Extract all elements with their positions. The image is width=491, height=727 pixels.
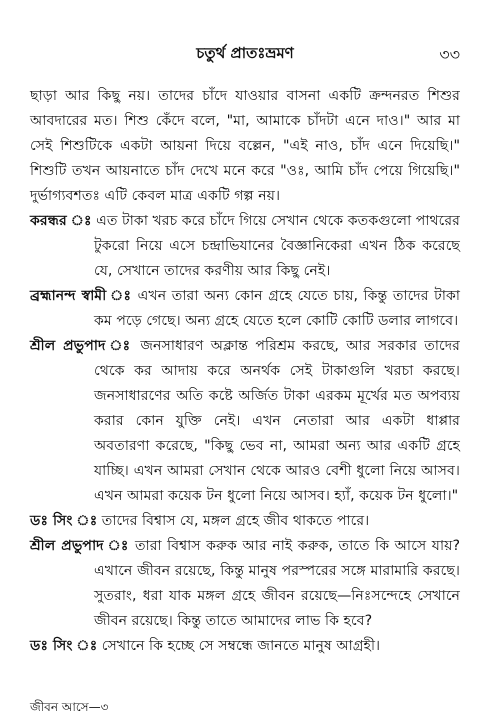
dialogue-text: এত টাকা খরচ করে চাঁদে গিয়ে সেখান থেকে কতকগুলো পাথরের টুকরো নিয়ে এসে চন্দ্রাভিযানের বৈজ্ঞানিকেরা এখন ঠিক করেছে যে, সেখানে তাদের করণীয় আর কিছু নেই। (94, 213, 460, 279)
speaker-name: ব্রহ্মানন্দ স্বামী ঃ (30, 288, 133, 304)
running-title: চতুর্থ প্রাতঃভ্রমণ (196, 44, 294, 62)
speaker-name: ডঃ সিং ঃ (30, 638, 98, 654)
dialogue-text: জনসাধারণ অক্লান্ত পরিশ্রম করছে, আর সরকার তাদের থেকে কর আদায় করে অনর্থক সেই টাকাগুলি খরচা করছে। জনসাধারণের অতি কষ্টে অর্জিত টাকা এরকম মূর্খের মত অপব্যয় করার কোন যুক্তি নেই। এখন নেতারা আর একটা ধাপ্পার অবতারণা করেছে, "কিছু ভেব না, আমরা অন্য আর একটি গ্রহে যাচ্ছি। এখন আমরা সেখান থেকে আরও বেশী ধুলো নিয়ে আসব। এখন আমরা কয়েক টন ধুলো নিয়ে আসব। হ্যাঁ, কয়েক টন ধুলো।" (94, 338, 460, 504)
dialogue-text: এখন তারা অন্য কোন গ্রহে যেতে চায়, কিন্তু তাদের টাকা কম পড়ে গেছে। অন্য গ্রহে যেতে হলে কোটি কোটি ডলার লাগবে। (94, 288, 460, 329)
dialogue-text: সেখানে কি হচ্ছে সে সম্বন্ধে জানতে মানুষ আগ্রহী। (101, 638, 381, 654)
speaker-name: শ্রীল প্রভুপাদ ঃ (30, 538, 130, 554)
dialogue-text: তাদের বিশ্বাস যে, মঙ্গল গ্রহে জীব থাকতে পারে। (101, 513, 370, 529)
paragraph-continuation (30, 84, 460, 209)
page-body (30, 84, 460, 659)
speaker-name: ডঃ সিং ঃ (30, 513, 98, 529)
page-header (30, 38, 460, 66)
dialogue-paragraph (30, 634, 460, 659)
speaker-name: শ্রীল প্রভুপাদ ঃ (30, 338, 134, 354)
footer-signature: জীবন আসে—৩ (30, 700, 109, 714)
dialogue-paragraph (30, 209, 460, 284)
paragraph-text: ছাড়া আর কিছু নয়। তাদের চাঁদে যাওয়ার বাসনা একটি ক্রন্দনরত শিশুর আবদারের মত। শিশু কেঁদে বলে, "মা, আমাকে চাঁদটা এনে দাও।" আর মা সেই শিশুটিকে একটা আয়না দিয়ে বল্লেন, "এই নাও, চাঁদ এনে দিয়েছি।" শিশুটি তখন আয়নাতে চাঁদ দেখে মনে করে "ওঃ, আমি চাঁদ পেয়ে গিয়েছি।" দুর্ভাগ্যবশতঃ এটি কেবল মাত্র একটি গল্প নয়। (30, 88, 460, 204)
dialogue-paragraph (30, 534, 460, 634)
dialogue-paragraph (30, 284, 460, 334)
speaker-name: করন্ধর ঃ (30, 213, 92, 229)
dialogue-text: তারা বিশ্বাস করুক আর নাই করুক, তাতে কি আসে যায়? এখানে জীবন রয়েছে, কিন্তু মানুষ পরস্পরের সঙ্গে মারামারি করছে। সুতরাং, ধরা যাক মঙ্গল গ্রহে জীবন রয়েছে—নিঃসন্দেহে সেখানে জীবন রয়েছে। কিন্তু তাতে আমাদের লাভ কি হবে? (94, 538, 460, 629)
page-number: ৩৩ (439, 45, 460, 64)
dialogue-paragraph (30, 509, 460, 534)
dialogue-paragraph (30, 334, 460, 509)
